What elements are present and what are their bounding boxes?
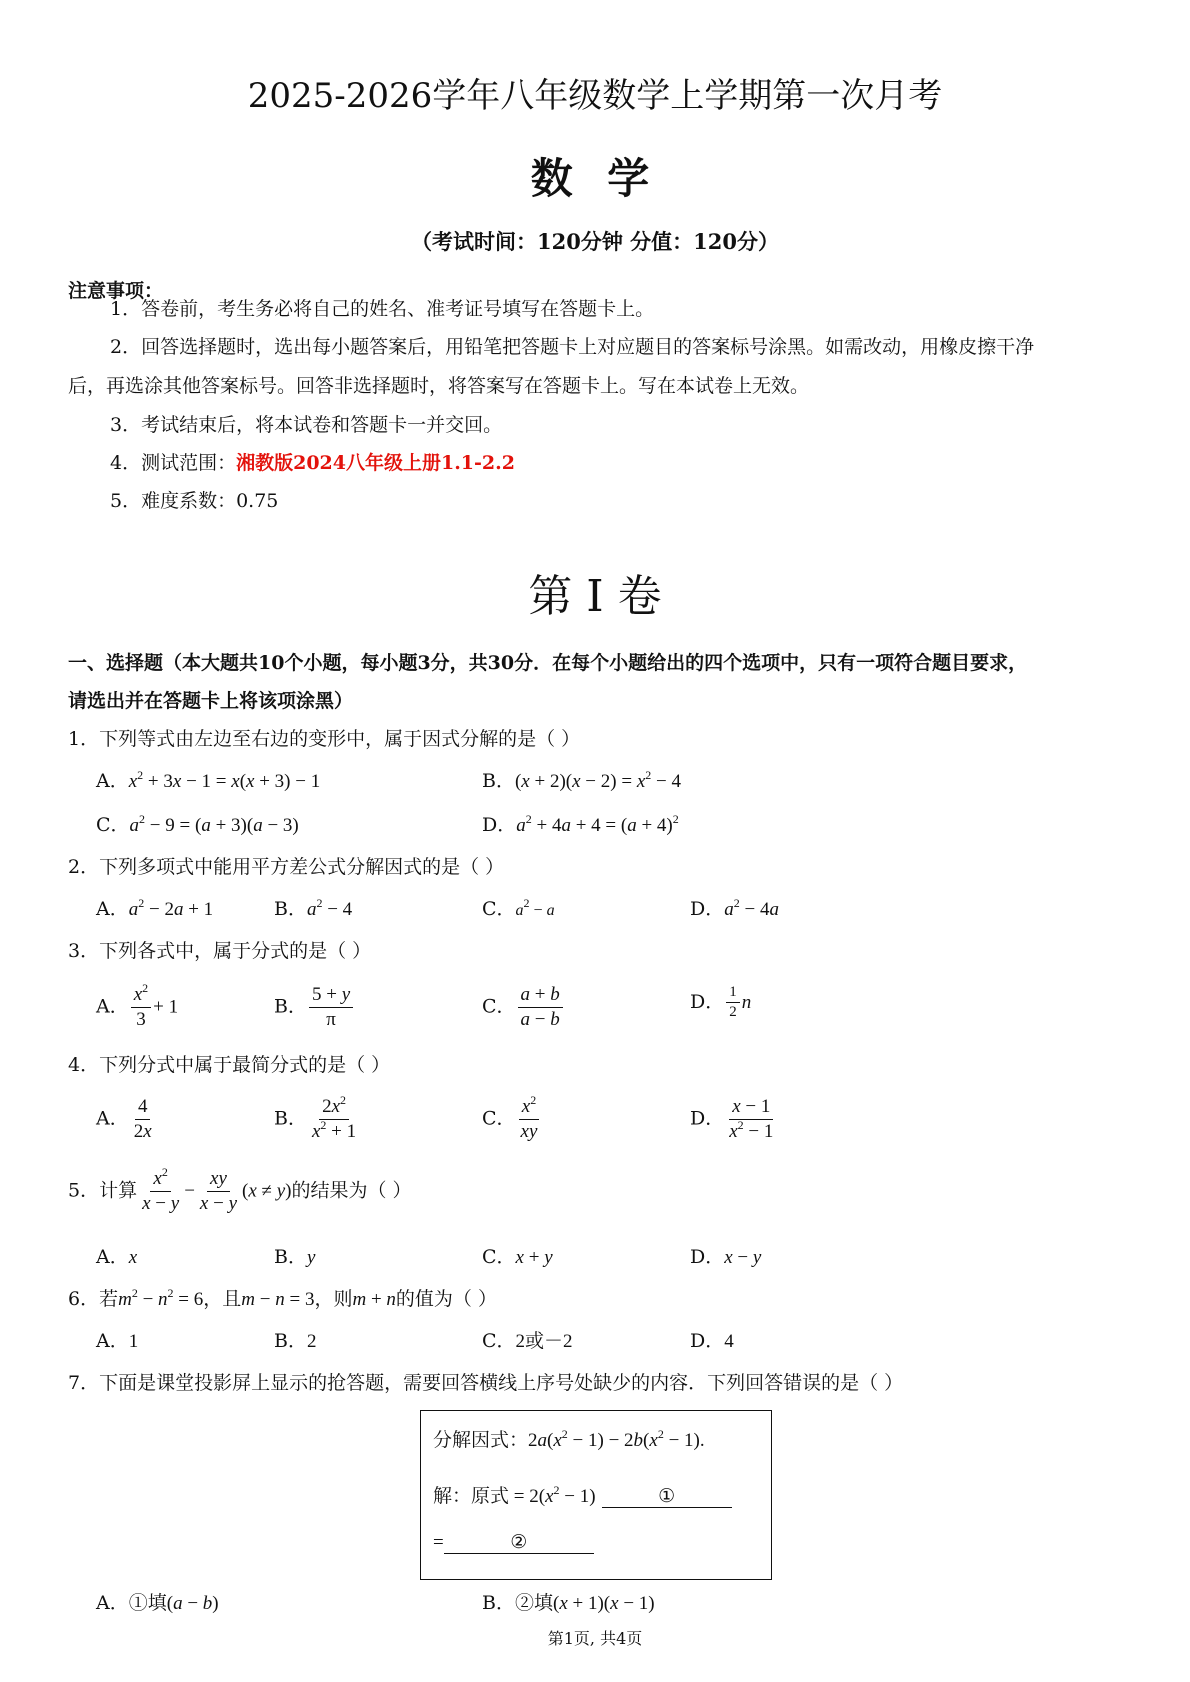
q2-option-c: C．$a^2 - a$	[482, 896, 555, 920]
note-item: 1．答卷前，考生务必将自己的姓名、准考证号填写在答题卡上。	[110, 298, 655, 320]
question-7: 7．下面是课堂投影屏上显示的抢答题，需要回答横线上序号处缺少的内容．下列回答错误的是（ ）	[68, 1372, 904, 1394]
q4-option-a: A． $\frac{4}{2x}$	[96, 1096, 152, 1142]
q4-option-b: B． $\frac{2x^2}{x^2 + 1}$	[274, 1093, 357, 1142]
note-item: 后，再选涂其他答案标号。回答非选择题时，将答案写在答题卡上。写在本试卷上无效。	[68, 375, 810, 397]
q2-option-a: A．$a^2 - 2a + 1$	[96, 896, 214, 920]
question-2: 2．下列多项式中能用平方差公式分解因式的是（ ）	[68, 856, 505, 878]
blank-2: ②	[444, 1531, 594, 1554]
q6-option-c: C．2或－2	[482, 1330, 573, 1352]
q4-option-c: C． $\frac{x^2}{xy}$	[482, 1093, 538, 1142]
q7-option-a: A．①填(a − b)	[96, 1592, 219, 1614]
q1-option-c: C．$a^2 - 9 = (a + 3)(a - 3)$	[96, 812, 299, 836]
q5-option-d: D．x − y	[690, 1246, 762, 1268]
scope-label: 4．测试范围：	[110, 452, 237, 474]
question-5: 5．计算 $\frac{x^2}{x - y}$ − $\frac{xy}{x - y}$ (x ≠ y)的结果为（ ）	[68, 1165, 412, 1214]
q2-option-d: D．$a^2 - 4a$	[690, 896, 779, 920]
note-scope	[110, 448, 515, 475]
q6-option-b: B．2	[274, 1330, 317, 1352]
q6-option-a: A．1	[96, 1330, 139, 1352]
question-6: 6．若$m^2 - n^2 = 6$，且m − n = 3，则m + n的值为（ ）	[68, 1286, 497, 1310]
question-1: 1．下列等式由左边至右边的变形中，属于因式分解的是（ ）	[68, 728, 581, 750]
blank-1: ①	[602, 1485, 732, 1508]
q3-option-b: B． $\frac{5 + y}{\pi}$	[274, 984, 355, 1031]
section-heading-cont: 请选出并在答题卡上将该项涂黑）	[68, 690, 354, 712]
exam-title: 2025-2026学年八年级数学上学期第一次月考	[247, 76, 943, 116]
exam-info: （考试时间：120分钟 分值：120分）	[411, 229, 779, 254]
q5-option-c: C．x + y	[482, 1246, 553, 1268]
q1-option-b: B．$(x + 2)(x - 2) = x^2 - 4$	[482, 768, 681, 792]
question-3: 3．下列各式中，属于分式的是（ ）	[68, 940, 372, 962]
q2-option-b: B．$a^2 - 4$	[274, 896, 353, 920]
q3-option-d: D． $\frac{1}{2}$ n	[690, 984, 752, 1021]
q3-option-a: A． $\frac{x^2}{3}$ + 1	[96, 981, 179, 1030]
q4-option-d: D． $\frac{x - 1}{x^2 - 1}$	[690, 1096, 774, 1142]
q7-option-b: B．②填(x + 1)(x − 1)	[482, 1592, 655, 1614]
q6-option-d: D．4	[690, 1330, 734, 1352]
question-4: 4．下列分式中属于最简分式的是（ ）	[68, 1054, 391, 1076]
section-heading: 一、选择题（本大题共10个小题，每小题3分，共30分．在每个小题给出的四个选项中，只有一项符合题目要求，	[68, 652, 1028, 674]
box-line-3: = ②	[433, 1531, 594, 1554]
q1-option-a: A．$x^2 + 3x - 1 = x(x + 3) - 1$	[96, 768, 321, 792]
page-footer: 第1页, 共4页	[547, 1629, 643, 1648]
note-item: 2．回答选择题时，选出每小题答案后，用铅笔把答题卡上对应题目的答案标号涂黑。如需改动，用橡皮擦干净	[110, 336, 1035, 358]
q5-option-b: B．y	[274, 1246, 316, 1268]
notes-title: 注意事项：	[68, 280, 164, 302]
box-line-2: 解：原式 = $2(x^2 - 1)$ ①	[433, 1481, 732, 1508]
projection-box	[420, 1410, 772, 1580]
note-difficulty: 5．难度系数：0.75	[110, 490, 279, 512]
subject-title: 数 学	[530, 154, 660, 203]
q5-option-a: A．x	[96, 1246, 138, 1268]
part-title: 第 I 卷	[528, 571, 662, 622]
q1-option-d: D．$a^2 + 4a + 4 = (a + 4)^2$	[482, 812, 679, 836]
note-item: 3．考试结束后，将本试卷和答题卡一并交回。	[110, 414, 503, 436]
box-line-1: 分解因式：$2a(x^2 - 1) - 2b(x^2 - 1)$.	[433, 1427, 705, 1451]
scope-value: 湘教版2024八年级上册1.1-2.2	[236, 452, 515, 474]
q3-option-c: C． $\frac{a + b}{a - b}$	[482, 984, 565, 1031]
